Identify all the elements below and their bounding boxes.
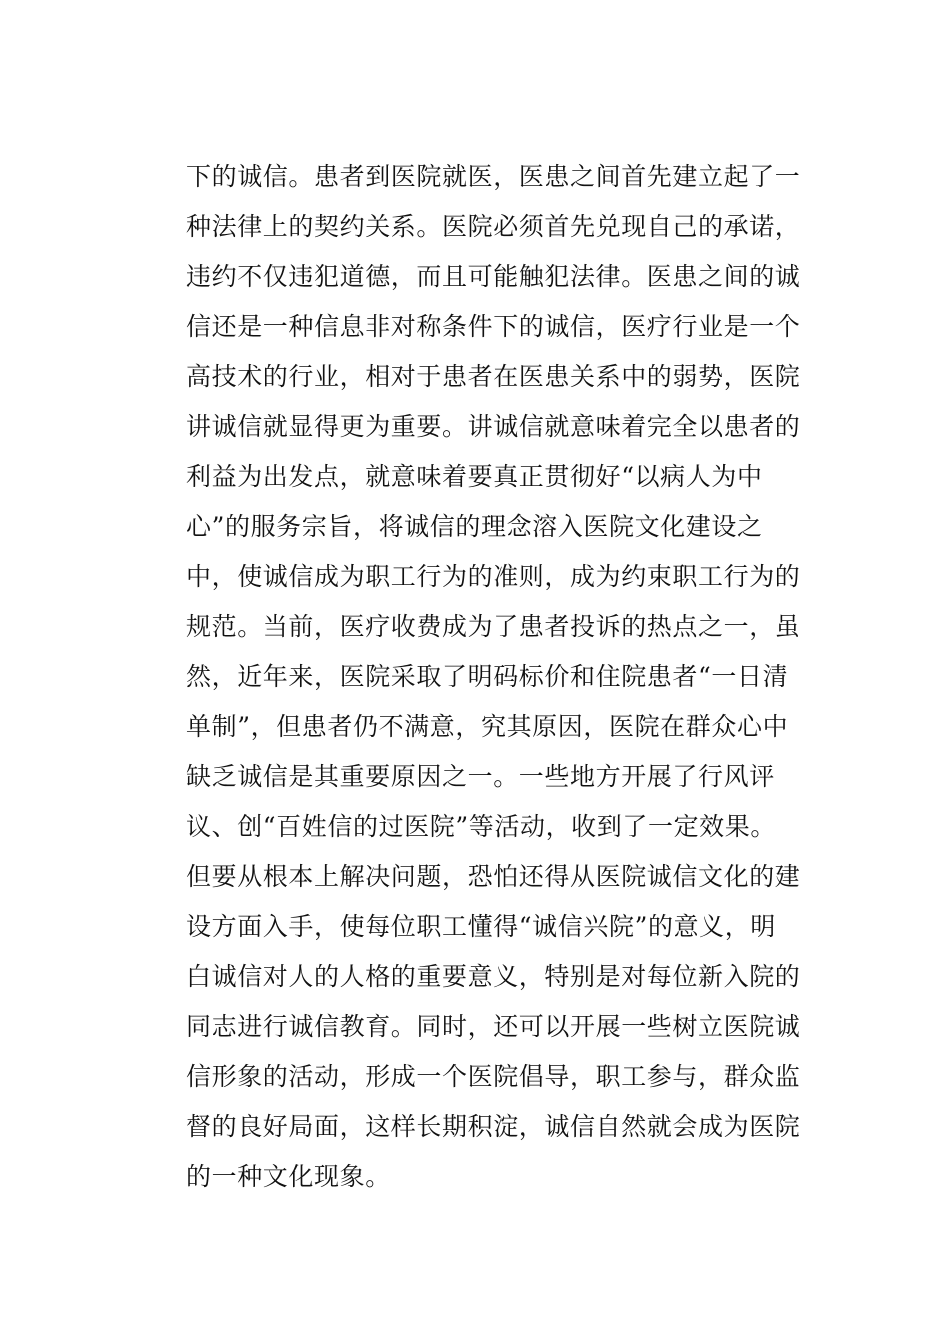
text-line: 的一种文化现象。: [186, 1162, 391, 1191]
text-line: 心”的服务宗旨，将诚信的理念溶入医院文化建设之: [186, 512, 763, 541]
body-paragraph: [186, 152, 801, 1202]
text-line: 同志进行诚信教育。同时，还可以开展一些树立医院诚: [186, 1012, 801, 1041]
text-line: 督的良好局面，这样长期积淀，诚信自然就会成为医院: [186, 1112, 801, 1141]
text-line: 违约不仅违犯道德，而且可能触犯法律。医患之间的诚: [186, 262, 801, 291]
text-line: 高技术的行业，相对于患者在医患关系中的弱势，医院: [186, 362, 801, 391]
text-line: 设方面入手，使每位职工懂得“诚信兴院”的意义，明: [186, 912, 776, 941]
text-line: 利益为出发点，就意味着要真正贯彻好“以病人为中: [186, 462, 763, 491]
text-line: 白诚信对人的人格的重要意义，特别是对每位新入院的: [186, 962, 801, 991]
text-line: 信形象的活动，形成一个医院倡导，职工参与，群众监: [186, 1062, 801, 1091]
text-line: 信还是一种信息非对称条件下的诚信，医疗行业是一个: [186, 312, 801, 341]
text-line: 规范。当前，医疗收费成为了患者投诉的热点之一，虽: [186, 612, 801, 641]
text-line: 中，使诚信成为职工行为的准则，成为约束职工行为的: [186, 562, 801, 591]
text-line: 议、创“百姓信的过医院”等活动，收到了一定效果。: [186, 812, 776, 841]
text-line: 但要从根本上解决问题，恐怕还得从医院诚信文化的建: [186, 862, 801, 891]
text-line: 种法律上的契约关系。医院必须首先兑现自己的承诺，: [186, 212, 801, 241]
text-line: 下的诚信。患者到医院就医，医患之间首先建立起了一: [186, 162, 801, 191]
text-line: 讲诚信就显得更为重要。讲诚信就意味着完全以患者的: [186, 412, 801, 441]
text-line: 缺乏诚信是其重要原因之一。一些地方开展了行风评: [186, 762, 775, 791]
text-line: 单制”，但患者仍不满意，究其原因，医院在群众心中: [186, 712, 789, 741]
text-line: 然，近年来，医院采取了明码标价和住院患者“一日清: [186, 662, 789, 691]
